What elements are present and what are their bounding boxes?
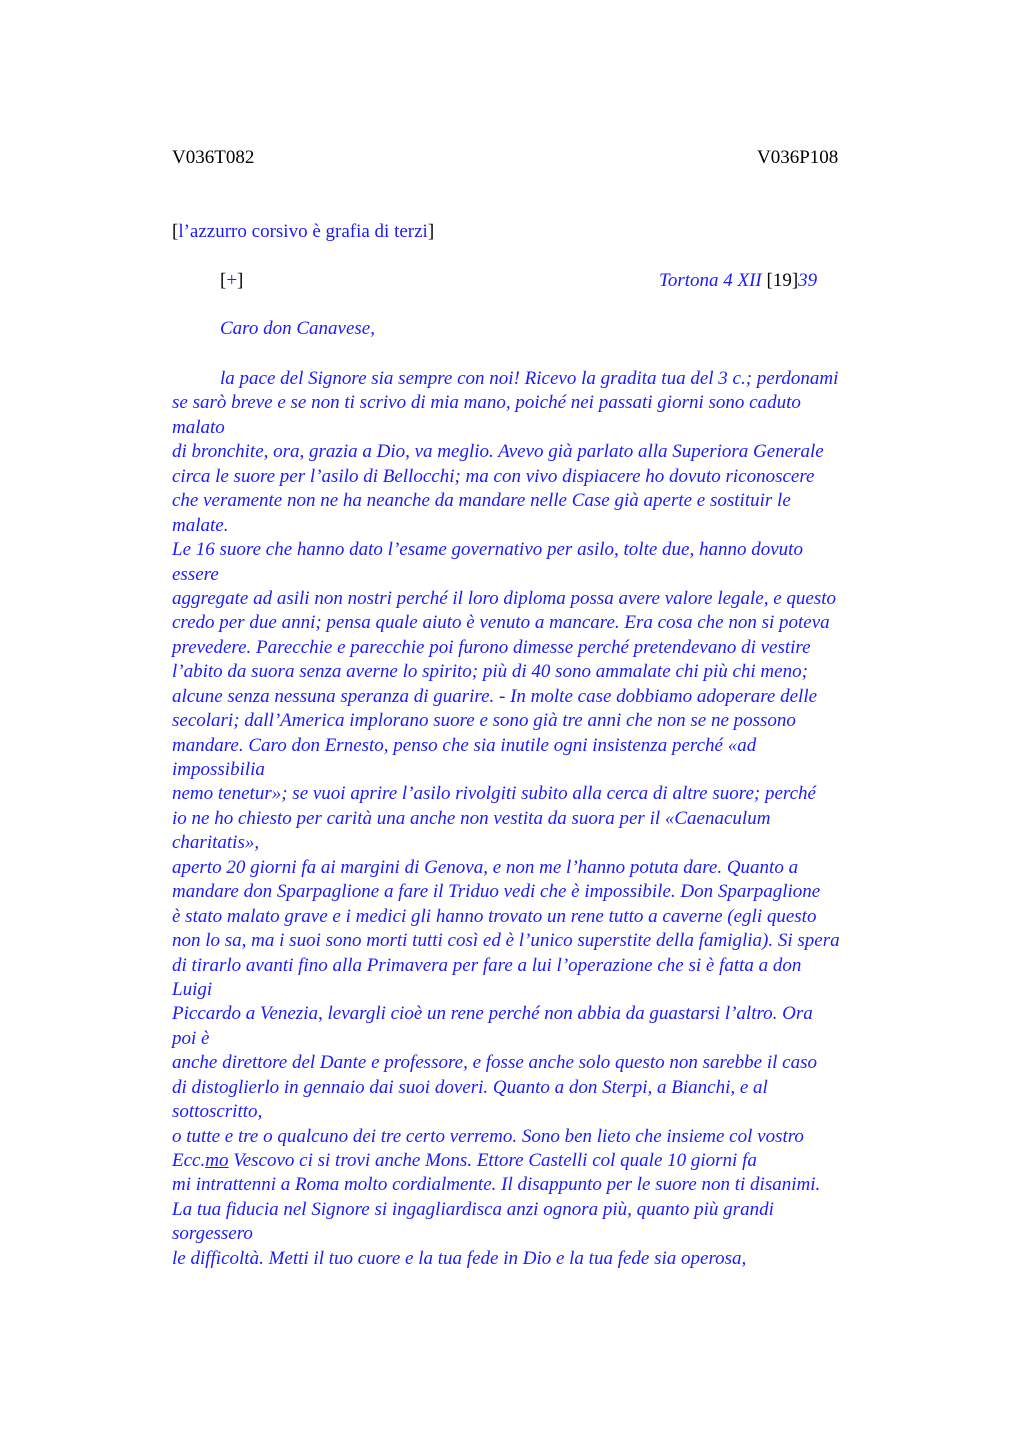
letter-line: sorgessero: [172, 1223, 253, 1245]
note-text: l’azzurro corsivo è grafia di terzi: [178, 221, 428, 242]
letter-line: io ne ho chiesto per carità una anche non vestita da suora per il «Caenaculum: [172, 807, 771, 829]
letter-line: secolari; dall’America implorano suore e sono già tre anni che non se ne possono: [172, 710, 796, 732]
letter-line: anche direttore del Dante e professore, e fosse anche solo questo non sarebbe il caso: [172, 1052, 817, 1074]
cross-open-bracket: [: [220, 270, 227, 291]
letter-line: le difficoltà. Metti il tuo cuore e la tua fede in Dio e la tua fede sia operosa,: [172, 1247, 747, 1269]
letter-line: Le 16 suore che hanno dato l’esame governativo per asilo, tolte due, hanno dovuto: [172, 539, 803, 561]
letter-line: essere: [172, 563, 219, 585]
letter-line: alcune senza nessuna speranza di guarire. - In molte case dobbiamo adoperare delle: [172, 685, 818, 707]
cross-mark: [220, 270, 243, 292]
letter-line: o tutte e tre o qualcuno dei tre certo verremo. Sono ben lieto che insieme col vostro: [172, 1125, 804, 1147]
letter-line: di distoglierlo in gennaio dai suoi doveri. Quanto a don Sterpi, a Bianchi, e al: [172, 1076, 768, 1098]
letter-body: [172, 367, 932, 1271]
editorial-note: [172, 221, 434, 243]
letter-line: La tua fiducia nel Signore si ingagliardisca anzi ognora più, quanto più grandi: [172, 1198, 774, 1220]
letter-line: credo per due anni; pensa quale aiuto è venuto a mancare. Era cosa che non si poteva: [172, 612, 830, 634]
note-open-bracket: [: [172, 221, 179, 242]
document-code-left: V036T082: [172, 147, 255, 168]
letter-line: malate.: [172, 514, 229, 536]
abbrev-after: Vescovo ci si trovi anche Mons. Ettore Castelli col quale 10 giorni fa: [228, 1150, 757, 1171]
cross-symbol: +: [226, 270, 238, 291]
dateline-year-bracket: [19]: [766, 270, 799, 291]
letter-line: poi è: [172, 1027, 210, 1049]
letter-line: di bronchite, ora, grazia a Dio, va meglio. Avevo già parlato alla Superiora Generale: [172, 441, 824, 463]
letter-line: mandare don Sparpaglione a fare il Triduo vedi che è impossibile. Don Sparpaglione: [172, 881, 821, 903]
document-code-right: V036P108: [757, 147, 839, 168]
dateline: [659, 270, 817, 292]
letter-line-abbrev: [172, 1149, 932, 1173]
letter-line: malato: [172, 416, 225, 438]
letter-line: è stato malato grave e i medici gli hanno trovato un rene tutto a caverne (egli questo: [172, 905, 817, 927]
abbrev-underlined: mo: [205, 1150, 229, 1171]
letter-line: di tirarlo avanti fino alla Primavera per fare a lui l’operazione che si è fatta a don: [172, 954, 802, 976]
note-close-bracket: ]: [427, 221, 435, 242]
cross-close-bracket: ]: [237, 270, 244, 291]
letter-line: mandare. Caro don Ernesto, penso che sia inutile ogni insistenza perché «ad: [172, 734, 757, 756]
letter-line: che veramente non ne ha neanche da mandare nelle Case già aperte e sostituir le: [172, 490, 791, 512]
letter-line: prevedere. Parecchie e parecchie poi furono dimesse perché pretendevano di vestire: [172, 636, 811, 658]
letter-line: impossibilia: [172, 759, 265, 780]
letter-line: non lo sa, ma i suoi sono morti tutti così ed è l’unico superstite della famiglia). Si spera: [172, 930, 840, 952]
letter-line: Luigi: [172, 978, 213, 1000]
letter-line: circa le suore per l’asilo di Bellocchi; ma con vivo dispiacere ho dovuto riconoscere: [172, 465, 815, 487]
letter-line: charitatis»,: [172, 832, 260, 854]
letter-line: Piccardo a Venezia, levargli cioè un rene perché non abbia da guastarsi l’altro. Ora: [172, 1003, 813, 1025]
letter-line: aperto 20 giorni fa ai margini di Genova, e non me l’hanno potuta dare. Quanto a: [172, 856, 799, 878]
abbrev-before: Ecc.: [172, 1150, 206, 1171]
letter-line: nemo tenetur»; se vuoi aprire l’asilo rivolgiti subito alla cerca di altre suore; perché: [172, 783, 816, 805]
letter-line: l’abito da suora senza averne lo spirito; più di 40 sono ammalate chi più chi meno;: [172, 661, 808, 683]
salutation: Caro don Canavese,: [220, 318, 375, 339]
letter-line: mi intrattenni a Roma molto cordialmente. Il disappunto per le suore non ti disanimi.: [172, 1174, 821, 1196]
dateline-place-date: Tortona 4 XII: [659, 270, 762, 291]
letter-line: la pace del Signore sia sempre con noi! Ricevo la gradita tua del 3 c.; perdonami: [220, 368, 839, 389]
letter-line: sottoscritto,: [172, 1101, 263, 1123]
letter-line: se sarò breve e se non ti scrivo di mia mano, poiché nei passati giorni sono caduto: [172, 392, 801, 414]
letter-line: aggregate ad asili non nostri perché il loro diploma possa avere valore legale, e questo: [172, 587, 837, 609]
dateline-year-end: 39: [798, 270, 818, 291]
